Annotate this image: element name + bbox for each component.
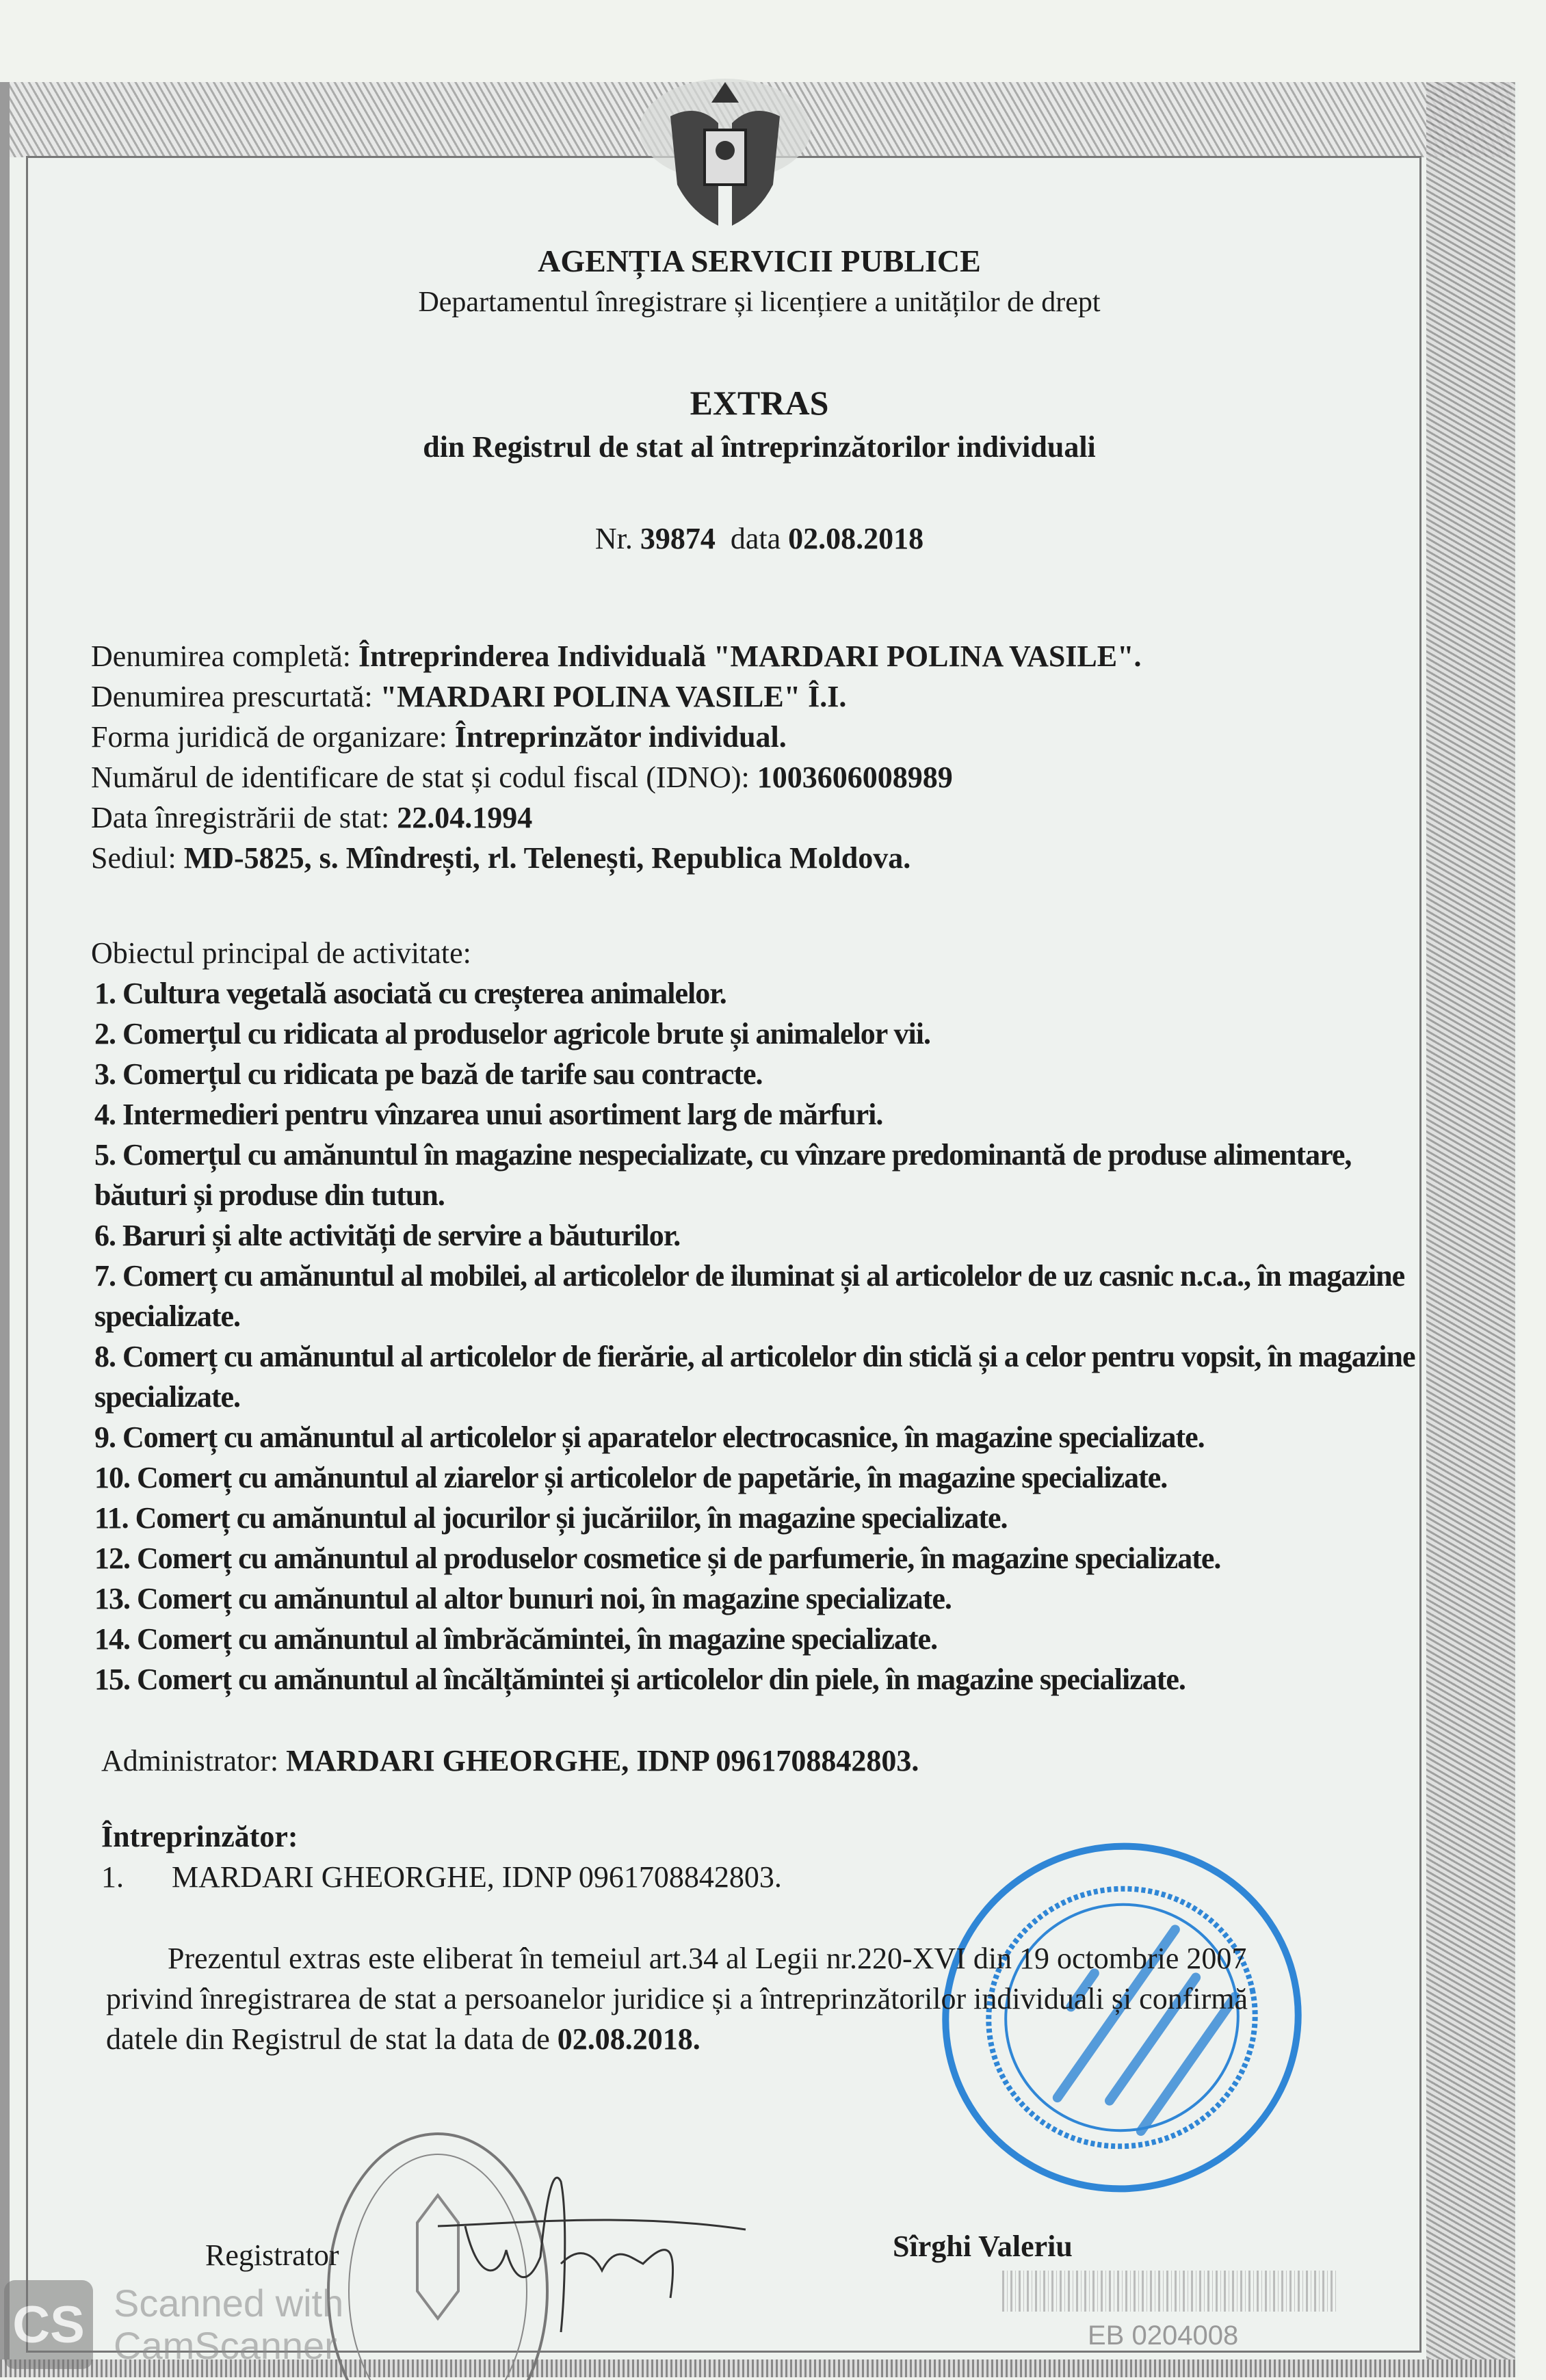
- signature: [424, 2161, 807, 2339]
- activity-item: 1. Cultura vegetală asociată cu creșterea animalelor.: [94, 977, 726, 1010]
- registrar-label: Registrator: [205, 2238, 339, 2272]
- activity-item: 9. Comerț cu amănuntul al articolelor și aparatelor electrocasnice, în magazine specializate.: [94, 1420, 1205, 1454]
- detail-value: 1003606008989: [757, 761, 953, 794]
- detail-label: Denumirea prescurtată:: [91, 680, 373, 713]
- detail-value: Întreprinzător individual.: [454, 720, 787, 754]
- nr-label: Nr.: [594, 522, 633, 555]
- document-title: EXTRAS: [690, 384, 829, 422]
- watermark-line-2: CamScanner: [114, 2324, 337, 2367]
- footer-line-3-text: datele din Registrul de stat la data de: [106, 2022, 550, 2056]
- administrator-value: MARDARI GHEORGHE, IDNP 0961708842803.: [286, 1744, 919, 1777]
- agency-name: AGENȚIA SERVICII PUBLICE: [538, 243, 981, 278]
- detail-label: Denumirea completă:: [91, 639, 351, 673]
- activity-item: 8. Comerț cu amănuntul al articolelor de fierărie, al articolelor din sticlă și a celor pentru vopsit, în magazine specializate.: [94, 1340, 1415, 1414]
- activity-item: 10. Comerț cu amănuntul al ziarelor și articolelor de papetărie, în magazine specializate.: [94, 1461, 1168, 1494]
- activity-item: 3. Comerțul cu ridicata pe bază de tarife sau contracte.: [94, 1057, 763, 1091]
- activity-item: 14. Comerț cu amănuntul al îmbrăcămintei, în magazine specializate.: [94, 1622, 938, 1656]
- activity-item: 5. Comerțul cu amănuntul în magazine nespecializate, cu vînzare predominantă de produse alimentare, băuturi și produse din tutun.: [94, 1138, 1352, 1212]
- department-name: Departamentul înregistrare și licențiere a unităților de drept: [418, 287, 1101, 318]
- detail-idno: [91, 757, 1425, 797]
- entrepreneur-heading: Întreprinzător:: [101, 1820, 298, 1853]
- date-label: data: [730, 522, 781, 555]
- detail-label: Data înregistrării de stat:: [91, 801, 390, 834]
- border-left: [0, 82, 10, 2377]
- entrepreneur-item: [91, 1857, 1425, 1897]
- entrepreneur-value: MARDARI GHEORGHE, IDNP 0961708842803.: [172, 1860, 782, 1894]
- activity-item: 6. Baruri și alte activități de servire a băuturilor.: [94, 1219, 681, 1252]
- activities-heading: Obiectul principal de activitate:: [91, 936, 471, 970]
- moldova-coat-of-arms-icon: [636, 55, 814, 260]
- detail-registration-date: [91, 797, 1425, 838]
- barcode: [1002, 2271, 1337, 2312]
- footer-date: 02.08.2018.: [557, 2022, 700, 2056]
- administrator-label: Administrator:: [101, 1744, 279, 1777]
- detail-value: "MARDARI POLINA VASILE" Î.I.: [380, 680, 847, 713]
- entrepreneur-number: 1.: [101, 1860, 124, 1894]
- footer-line-2: privind înregistrarea de stat a persoanelor juridice și a întreprinzătorilor individuali și confirmă: [106, 1982, 1248, 2015]
- activity-item: 12. Comerț cu amănuntul al produselor cosmetice și de parfumerie, în magazine specializate.: [94, 1542, 1221, 1575]
- detail-label: Numărul de identificare de stat și codul fiscal (IDNO):: [91, 761, 750, 794]
- watermark-text: [114, 2282, 343, 2367]
- detail-label: Sediul:: [91, 841, 176, 875]
- detail-value: 22.04.1994: [397, 801, 533, 834]
- administrator-line: [91, 1741, 1425, 1781]
- activity-item: 4. Intermedieri pentru vînzarea unui asortiment larg de mărfuri.: [94, 1098, 883, 1131]
- detail-address: [91, 838, 1425, 878]
- activity-item: 7. Comerț cu amănuntul al mobilei, al articolelor de iluminat și al articolelor de uz casnic n.c.a., în magazine specializate.: [94, 1259, 1405, 1333]
- activity-item: 13. Comerț cu amănuntul al altor bunuri noi, în magazine specializate.: [94, 1582, 952, 1615]
- document-content: [91, 636, 1425, 2059]
- detail-full-name: [91, 636, 1425, 676]
- footer-line-1: Prezentul extras este eliberat în temeiul art.34 al Legii nr.220-XVI din 19 octombrie 2007: [168, 1942, 1247, 1975]
- activity-item: 2. Comerțul cu ridicata al produselor agricole brute și animalelor vii.: [94, 1017, 930, 1050]
- detail-label: Forma juridică de organizare:: [91, 720, 447, 754]
- detail-legal-form: [91, 717, 1425, 757]
- camscanner-watermark: [4, 2280, 343, 2369]
- watermark-line-1: Scanned with: [114, 2282, 344, 2325]
- document-number: [0, 521, 1519, 556]
- nr-value: 39874: [640, 522, 716, 555]
- registrar-name: Sîrghi Valeriu: [893, 2230, 1073, 2263]
- serial-number: EB 0204008: [1088, 2320, 1239, 2351]
- camscanner-logo-icon: CS: [4, 2280, 93, 2369]
- document-subtitle: din Registrul de stat al întreprinzătorilor individuali: [423, 430, 1096, 464]
- activity-item: 15. Comerț cu amănuntul al încălțămintei și articolelor din piele, în magazine specializate.: [94, 1663, 1185, 1696]
- detail-value: Întreprinderea Individuală "MARDARI POLINA VASILE".: [358, 639, 1142, 673]
- activities-list: [91, 973, 1425, 1700]
- activity-item: 11. Comerț cu amănuntul al jocurilor și jucăriilor, în magazine specializate.: [94, 1501, 1008, 1535]
- detail-value: MD-5825, s. Mîndrești, rl. Telenești, Republica Moldova.: [183, 841, 911, 875]
- detail-short-name: [91, 676, 1425, 717]
- footer-line-3: [91, 2019, 1425, 2059]
- guilloche-border-right: [1426, 82, 1515, 2377]
- date-value: 02.08.2018: [788, 522, 924, 555]
